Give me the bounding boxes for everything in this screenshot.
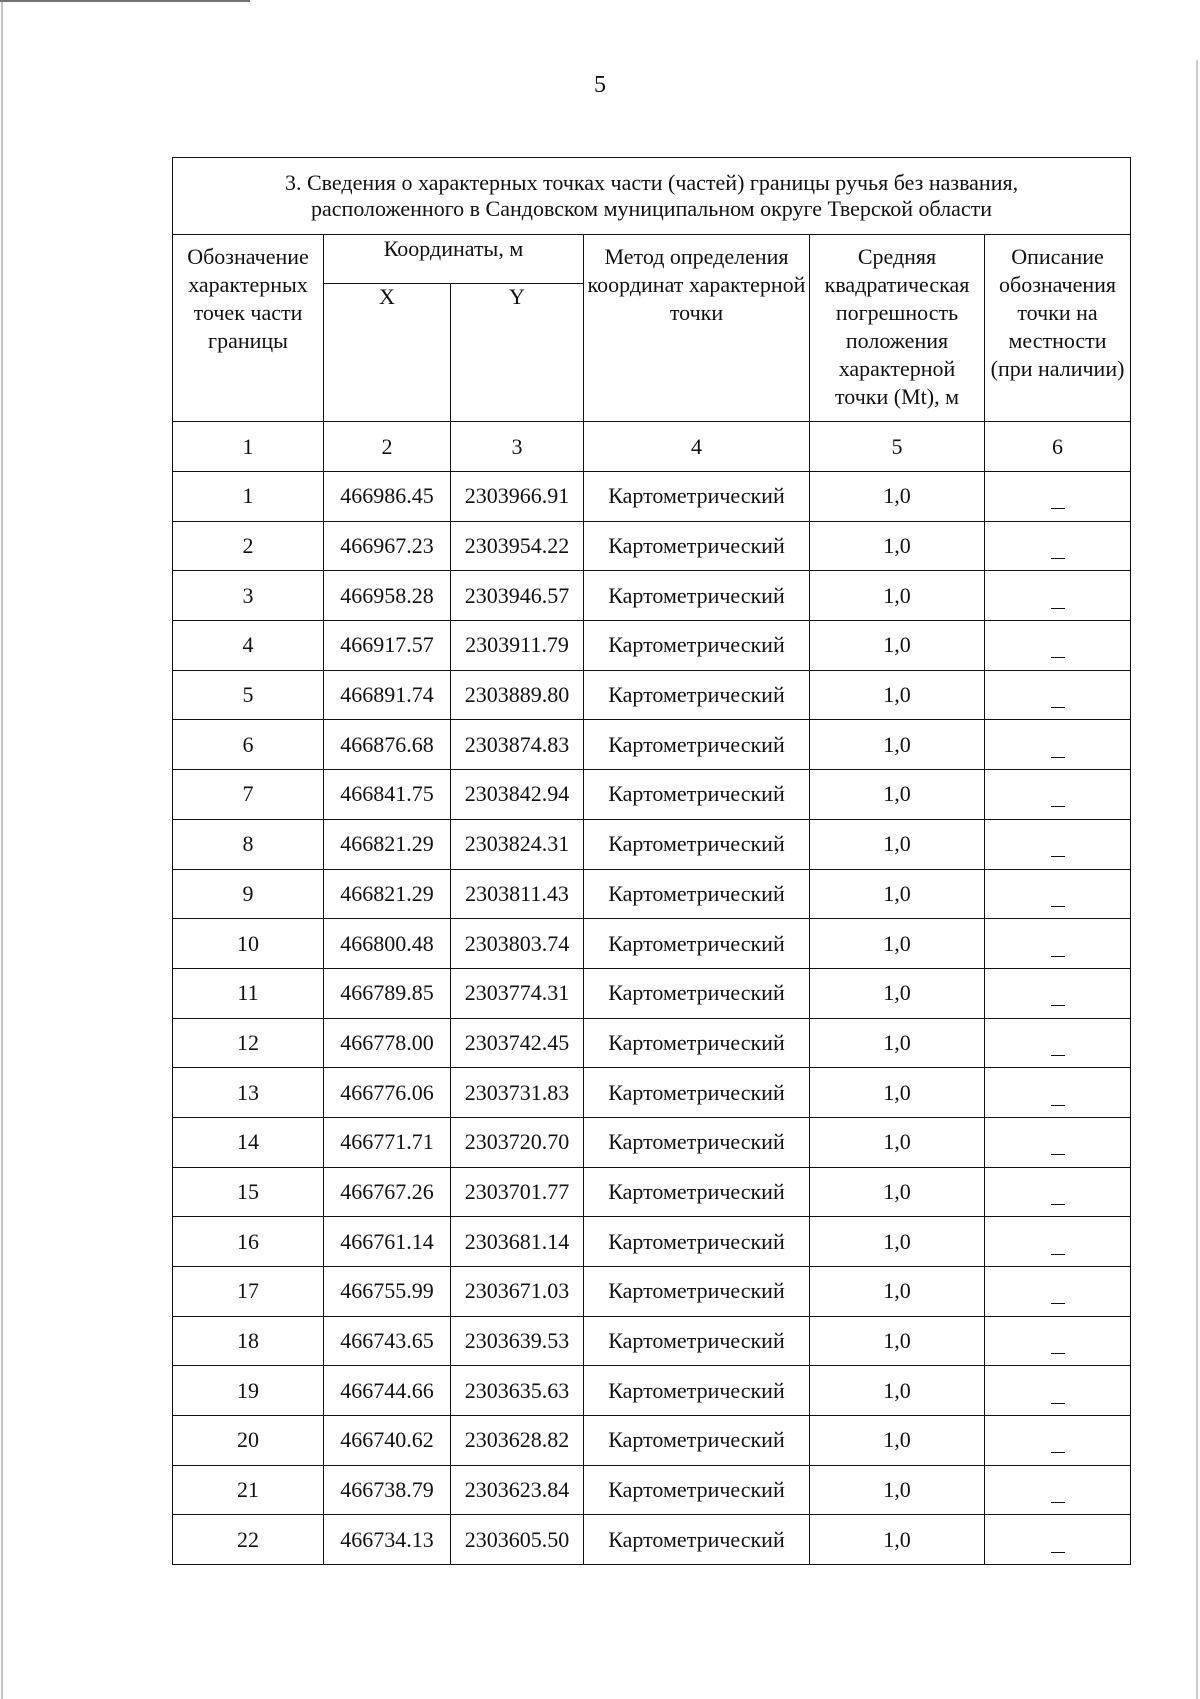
description-cell xyxy=(985,720,1131,770)
point-number-cell: 20 xyxy=(173,1416,324,1466)
error-cell: 1,0 xyxy=(810,1068,985,1118)
column-number-row xyxy=(173,422,1131,472)
point-number-cell: 7 xyxy=(173,770,324,820)
y-coordinate-cell: 2303639.53 xyxy=(451,1316,584,1366)
method-cell: Картометрический xyxy=(584,1465,810,1515)
dash-mark xyxy=(1051,707,1065,708)
dash-mark xyxy=(1051,1502,1065,1503)
method-cell: Картометрический xyxy=(584,521,810,571)
point-number-cell: 6 xyxy=(173,720,324,770)
y-coordinate-cell: 2303946.57 xyxy=(451,571,584,621)
table-row xyxy=(173,1068,1131,1118)
x-coordinate-cell: 466800.48 xyxy=(324,919,451,969)
error-cell: 1,0 xyxy=(810,1366,985,1416)
y-coordinate-cell: 2303954.22 xyxy=(451,521,584,571)
description-cell xyxy=(985,521,1131,571)
error-cell: 1,0 xyxy=(810,770,985,820)
table-row xyxy=(173,1267,1131,1317)
boundary-points-table xyxy=(172,157,1131,1565)
method-cell: Картометрический xyxy=(584,819,810,869)
description-cell xyxy=(985,1068,1131,1118)
page-number: 5 xyxy=(594,72,606,98)
table-row xyxy=(173,621,1131,671)
x-coordinate-cell: 466778.00 xyxy=(324,1018,451,1068)
error-cell: 1,0 xyxy=(810,1217,985,1267)
table-row xyxy=(173,919,1131,969)
header-error: Средняя квадратическая погрешность положения характерной точки (Mt), м xyxy=(810,235,985,422)
error-cell: 1,0 xyxy=(810,720,985,770)
table-caption-row xyxy=(173,158,1131,235)
description-cell xyxy=(985,968,1131,1018)
method-cell: Картометрический xyxy=(584,1267,810,1317)
point-number-cell: 17 xyxy=(173,1267,324,1317)
method-cell: Картометрический xyxy=(584,1068,810,1118)
x-coordinate-cell: 466776.06 xyxy=(324,1068,451,1118)
column-number: 3 xyxy=(451,422,584,472)
dash-mark xyxy=(1051,806,1065,807)
y-coordinate-cell: 2303671.03 xyxy=(451,1267,584,1317)
y-coordinate-cell: 2303824.31 xyxy=(451,819,584,869)
y-coordinate-cell: 2303742.45 xyxy=(451,1018,584,1068)
point-number-cell: 18 xyxy=(173,1316,324,1366)
y-coordinate-cell: 2303605.50 xyxy=(451,1515,584,1565)
table-row xyxy=(173,1117,1131,1167)
description-cell xyxy=(985,571,1131,621)
description-cell xyxy=(985,869,1131,919)
method-cell: Картометрический xyxy=(584,919,810,969)
y-coordinate-cell: 2303811.43 xyxy=(451,869,584,919)
table-row xyxy=(173,1018,1131,1068)
table-row xyxy=(173,720,1131,770)
header-y: Y xyxy=(451,284,584,422)
table-row xyxy=(173,521,1131,571)
x-coordinate-cell: 466743.65 xyxy=(324,1316,451,1366)
method-cell: Картометрический xyxy=(584,1167,810,1217)
y-coordinate-cell: 2303731.83 xyxy=(451,1068,584,1118)
x-coordinate-cell: 466789.85 xyxy=(324,968,451,1018)
error-cell: 1,0 xyxy=(810,1267,985,1317)
y-coordinate-cell: 2303911.79 xyxy=(451,621,584,671)
dash-mark xyxy=(1051,856,1065,857)
table-row xyxy=(173,1366,1131,1416)
description-cell xyxy=(985,1515,1131,1565)
dash-mark xyxy=(1051,1204,1065,1205)
description-cell xyxy=(985,472,1131,522)
point-number-cell: 14 xyxy=(173,1117,324,1167)
table-row xyxy=(173,968,1131,1018)
dash-mark xyxy=(1051,1303,1065,1304)
method-cell: Картометрический xyxy=(584,1018,810,1068)
point-number-cell: 5 xyxy=(173,670,324,720)
point-number-cell: 22 xyxy=(173,1515,324,1565)
header-coords: Координаты, м xyxy=(324,235,584,284)
y-coordinate-cell: 2303701.77 xyxy=(451,1167,584,1217)
table-row xyxy=(173,770,1131,820)
description-cell xyxy=(985,670,1131,720)
y-coordinate-cell: 2303623.84 xyxy=(451,1465,584,1515)
x-coordinate-cell: 466821.29 xyxy=(324,869,451,919)
x-coordinate-cell: 466740.62 xyxy=(324,1416,451,1466)
x-coordinate-cell: 466738.79 xyxy=(324,1465,451,1515)
point-number-cell: 4 xyxy=(173,621,324,671)
method-cell: Картометрический xyxy=(584,472,810,522)
x-coordinate-cell: 466958.28 xyxy=(324,571,451,621)
y-coordinate-cell: 2303966.91 xyxy=(451,472,584,522)
dash-mark xyxy=(1051,757,1065,758)
dash-mark xyxy=(1051,1353,1065,1354)
dash-mark xyxy=(1051,608,1065,609)
error-cell: 1,0 xyxy=(810,869,985,919)
x-coordinate-cell: 466917.57 xyxy=(324,621,451,671)
point-number-cell: 10 xyxy=(173,919,324,969)
description-cell xyxy=(985,1217,1131,1267)
dash-mark xyxy=(1051,1254,1065,1255)
method-cell: Картометрический xyxy=(584,968,810,1018)
description-cell xyxy=(985,770,1131,820)
method-cell: Картометрический xyxy=(584,621,810,671)
dash-mark xyxy=(1051,1055,1065,1056)
column-number: 1 xyxy=(173,422,324,472)
method-cell: Картометрический xyxy=(584,1366,810,1416)
error-cell: 1,0 xyxy=(810,919,985,969)
dash-mark xyxy=(1051,657,1065,658)
y-coordinate-cell: 2303635.63 xyxy=(451,1366,584,1416)
point-number-cell: 2 xyxy=(173,521,324,571)
table-row xyxy=(173,1416,1131,1466)
description-cell xyxy=(985,1465,1131,1515)
y-coordinate-cell: 2303889.80 xyxy=(451,670,584,720)
point-number-cell: 15 xyxy=(173,1167,324,1217)
error-cell: 1,0 xyxy=(810,819,985,869)
y-coordinate-cell: 2303720.70 xyxy=(451,1117,584,1167)
method-cell: Картометрический xyxy=(584,1416,810,1466)
table-caption-line-1: 3. Сведения о характерных точках части (частей) границы ручья без названия, xyxy=(284,170,1019,195)
y-coordinate-cell: 2303774.31 xyxy=(451,968,584,1018)
method-cell: Картометрический xyxy=(584,720,810,770)
x-coordinate-cell: 466734.13 xyxy=(324,1515,451,1565)
x-coordinate-cell: 466891.74 xyxy=(324,670,451,720)
point-number-cell: 21 xyxy=(173,1465,324,1515)
description-cell xyxy=(985,1018,1131,1068)
point-number-cell: 11 xyxy=(173,968,324,1018)
method-cell: Картометрический xyxy=(584,1316,810,1366)
method-cell: Картометрический xyxy=(584,869,810,919)
header-method: Метод определения координат характерной точки xyxy=(584,235,810,422)
dash-mark xyxy=(1051,906,1065,907)
description-cell xyxy=(985,819,1131,869)
dash-mark xyxy=(1051,558,1065,559)
point-number-cell: 9 xyxy=(173,869,324,919)
x-coordinate-cell: 466761.14 xyxy=(324,1217,451,1267)
y-coordinate-cell: 2303842.94 xyxy=(451,770,584,820)
header-point: Обозначение характерных точек части границы xyxy=(173,235,324,422)
point-number-cell: 19 xyxy=(173,1366,324,1416)
point-number-cell: 1 xyxy=(173,472,324,522)
method-cell: Картометрический xyxy=(584,1515,810,1565)
description-cell xyxy=(985,1416,1131,1466)
table-caption xyxy=(173,158,1131,235)
column-number: 6 xyxy=(985,422,1131,472)
y-coordinate-cell: 2303803.74 xyxy=(451,919,584,969)
x-coordinate-cell: 466876.68 xyxy=(324,720,451,770)
error-cell: 1,0 xyxy=(810,521,985,571)
header-x: X xyxy=(324,284,451,422)
header-row-1 xyxy=(173,235,1131,284)
error-cell: 1,0 xyxy=(810,1465,985,1515)
dash-mark xyxy=(1051,1154,1065,1155)
description-cell xyxy=(985,1167,1131,1217)
dash-mark xyxy=(1051,1452,1065,1453)
description-cell xyxy=(985,1117,1131,1167)
error-cell: 1,0 xyxy=(810,1018,985,1068)
error-cell: 1,0 xyxy=(810,472,985,522)
error-cell: 1,0 xyxy=(810,968,985,1018)
table-row xyxy=(173,869,1131,919)
table-row xyxy=(173,1465,1131,1515)
table-row xyxy=(173,819,1131,869)
error-cell: 1,0 xyxy=(810,571,985,621)
y-coordinate-cell: 2303874.83 xyxy=(451,720,584,770)
error-cell: 1,0 xyxy=(810,670,985,720)
header-description: Описание обозначения точки на местности (при наличии) xyxy=(985,235,1131,422)
point-number-cell: 16 xyxy=(173,1217,324,1267)
error-cell: 1,0 xyxy=(810,1316,985,1366)
method-cell: Картометрический xyxy=(584,670,810,720)
dash-mark xyxy=(1051,508,1065,509)
x-coordinate-cell: 466986.45 xyxy=(324,472,451,522)
table-caption-line-2: расположенного в Сандовском муниципальном округе Тверской области xyxy=(311,196,993,221)
table-row xyxy=(173,1217,1131,1267)
error-cell: 1,0 xyxy=(810,1515,985,1565)
x-coordinate-cell: 466967.23 xyxy=(324,521,451,571)
description-cell xyxy=(985,621,1131,671)
method-cell: Картометрический xyxy=(584,770,810,820)
error-cell: 1,0 xyxy=(810,621,985,671)
x-coordinate-cell: 466771.71 xyxy=(324,1117,451,1167)
point-number-cell: 12 xyxy=(173,1018,324,1068)
column-number: 5 xyxy=(810,422,985,472)
description-cell xyxy=(985,1267,1131,1317)
dash-mark xyxy=(1051,1105,1065,1106)
table-row xyxy=(173,571,1131,621)
point-number-cell: 13 xyxy=(173,1068,324,1118)
x-coordinate-cell: 466755.99 xyxy=(324,1267,451,1317)
dash-mark xyxy=(1051,1005,1065,1006)
dash-mark xyxy=(1051,1403,1065,1404)
description-cell xyxy=(985,1316,1131,1366)
table-row xyxy=(173,1167,1131,1217)
column-number: 2 xyxy=(324,422,451,472)
table-row xyxy=(173,1316,1131,1366)
table-row xyxy=(173,670,1131,720)
error-cell: 1,0 xyxy=(810,1167,985,1217)
x-coordinate-cell: 466744.66 xyxy=(324,1366,451,1416)
dash-mark xyxy=(1051,956,1065,957)
description-cell xyxy=(985,1366,1131,1416)
y-coordinate-cell: 2303681.14 xyxy=(451,1217,584,1267)
table-row xyxy=(173,472,1131,522)
point-number-cell: 8 xyxy=(173,819,324,869)
point-number-cell: 3 xyxy=(173,571,324,621)
method-cell: Картометрический xyxy=(584,1117,810,1167)
y-coordinate-cell: 2303628.82 xyxy=(451,1416,584,1466)
error-cell: 1,0 xyxy=(810,1117,985,1167)
table-row xyxy=(173,1515,1131,1565)
column-number: 4 xyxy=(584,422,810,472)
method-cell: Картометрический xyxy=(584,571,810,621)
method-cell: Картометрический xyxy=(584,1217,810,1267)
x-coordinate-cell: 466821.29 xyxy=(324,819,451,869)
x-coordinate-cell: 466841.75 xyxy=(324,770,451,820)
x-coordinate-cell: 466767.26 xyxy=(324,1167,451,1217)
description-cell xyxy=(985,919,1131,969)
dash-mark xyxy=(1051,1552,1065,1553)
error-cell: 1,0 xyxy=(810,1416,985,1466)
